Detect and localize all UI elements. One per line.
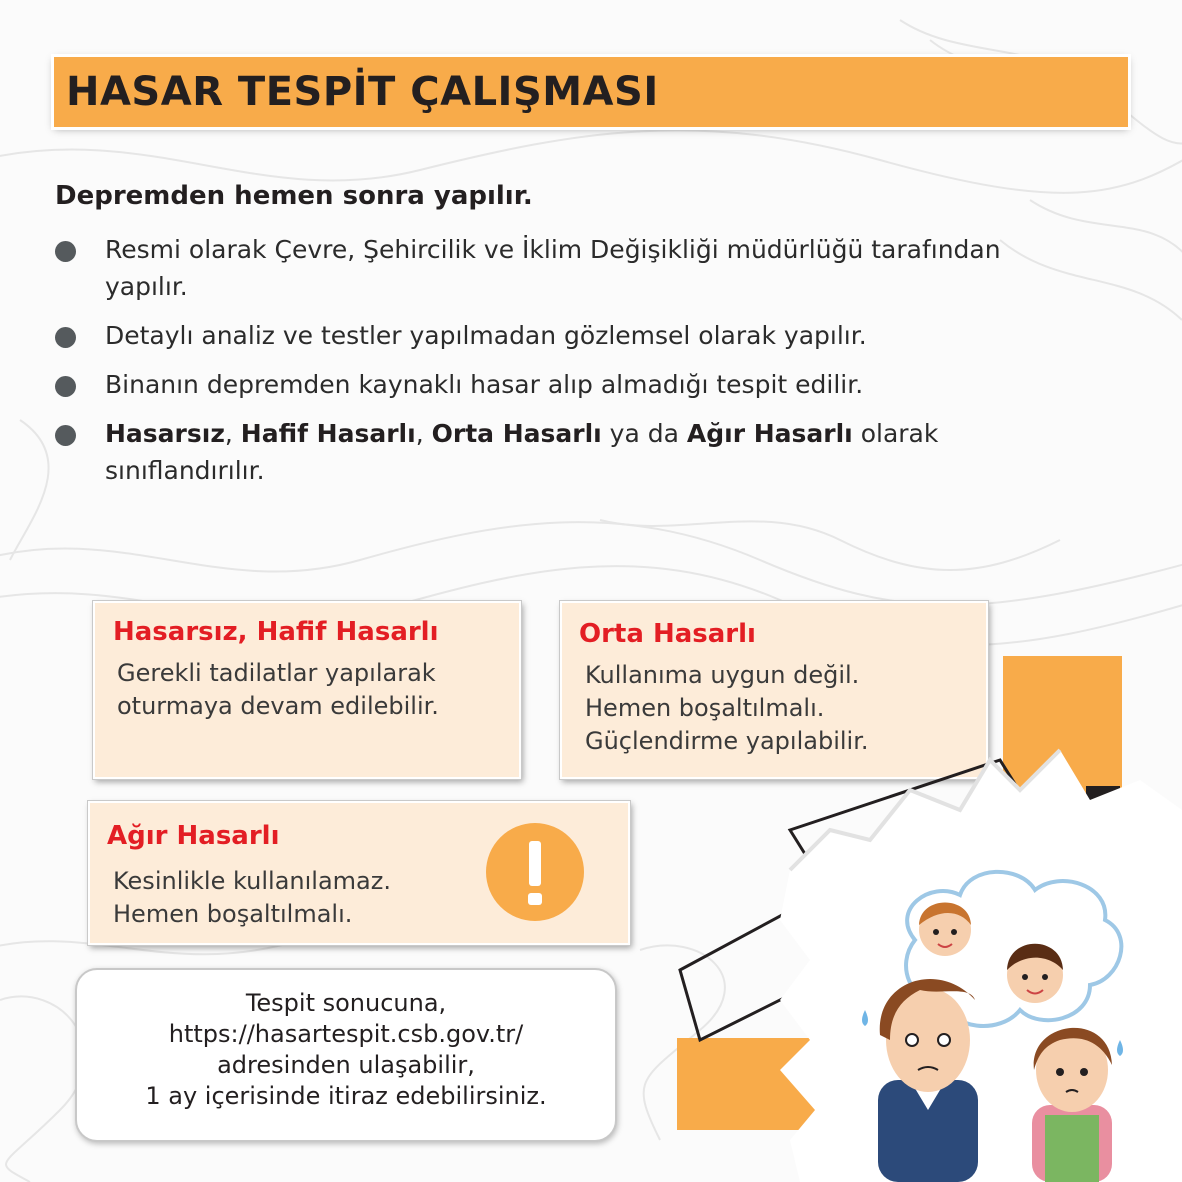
card-line: Kesinlikle kullanılamaz. (113, 867, 391, 895)
bullet-item (55, 317, 1055, 354)
info-box (75, 968, 617, 1142)
class-heavy: Ağır Hasarlı (686, 419, 853, 448)
title-banner (54, 57, 1128, 127)
info-line: Tespit sonucuna, (245, 989, 447, 1017)
info-line: adresinden ulaşabilir, (217, 1051, 475, 1079)
info-link: https://hasartespit.csb.gov.tr/ (168, 1020, 524, 1048)
card-line: oturmaya devam edilebilir. (117, 692, 439, 720)
card-heavy-damage (88, 801, 630, 945)
bullet-dot-icon (55, 425, 76, 446)
bullet-text: Binanın depremden kaynaklı hasar alıp almadığı tespit edilir. (105, 370, 864, 399)
card-title: Orta Hasarlı (579, 619, 756, 649)
card-body (117, 657, 439, 723)
bullet-list (55, 231, 1055, 501)
class-light: Hafif Hasarlı (240, 419, 416, 448)
worried-family-illustration (640, 640, 1182, 1182)
bullet-dot-icon (55, 241, 76, 262)
card-line: Hemen boşaltılmalı. (113, 900, 353, 928)
bullet-dot-icon (55, 327, 76, 348)
card-title: Ağır Hasarlı (107, 821, 280, 851)
class-medium: Orta Hasarlı (431, 419, 602, 448)
intro-text: Depremden hemen sonra yapılır. (55, 181, 533, 211)
class-undamaged: Hasarsız (105, 419, 225, 448)
card-line: Kullanıma uygun değil. (585, 661, 860, 689)
bullet-text-end: olarak sınıflandırılır. (105, 419, 939, 485)
info-line: 1 ay içerisinde itiraz edebilirsiniz. (145, 1082, 547, 1110)
card-title: Hasarsız, Hafif Hasarlı (113, 617, 439, 647)
page-title: HASAR TESPİT ÇALIŞMASI (66, 69, 659, 115)
bullet-dot-icon (55, 376, 76, 397)
card-line: Gerekli tadilatlar yapılarak (117, 659, 436, 687)
bullet-item (55, 366, 965, 403)
bullet-text: Resmi olarak Çevre, Şehircilik ve İklim Değişikliği müdürlüğü tarafından yapılır. (105, 235, 1001, 301)
exclamation-bar (529, 841, 541, 886)
separator: , (415, 419, 432, 448)
card-line: Hemen boşaltılmalı. (585, 694, 825, 722)
exclamation-dot (528, 893, 542, 905)
separator: ya da (601, 419, 687, 448)
exclamation-circle-icon (486, 823, 584, 921)
bullet-item (55, 231, 1055, 305)
card-line: Güçlendirme yapılabilir. (585, 727, 869, 755)
card-light-damage (93, 601, 521, 779)
bullet-item (55, 415, 985, 489)
card-body (113, 865, 391, 931)
info-text (77, 970, 615, 1112)
separator: , (224, 419, 241, 448)
bullet-text: Detaylı analiz ve testler yapılmadan gözlemsel olarak yapılır. (105, 321, 867, 350)
